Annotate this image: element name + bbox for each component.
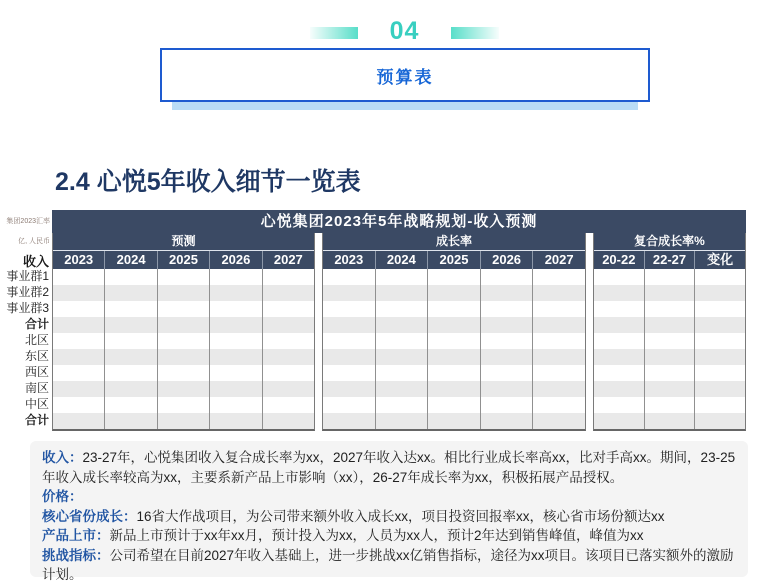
table-cell bbox=[53, 317, 105, 333]
section-number: 04 bbox=[389, 17, 420, 45]
table-cell bbox=[53, 413, 105, 429]
table-title: 心悦集团2023年5年战略规划-收入预测 bbox=[52, 210, 746, 233]
table-cell bbox=[533, 269, 585, 285]
table-row bbox=[53, 381, 314, 397]
table-cell bbox=[428, 285, 481, 301]
table-cell bbox=[645, 333, 696, 349]
table-cell bbox=[158, 285, 210, 301]
table-cell bbox=[695, 333, 745, 349]
table-cell bbox=[323, 381, 376, 397]
table-row bbox=[53, 301, 314, 317]
section-title-box bbox=[160, 48, 650, 102]
note-label: 价格： bbox=[42, 489, 83, 504]
decor-bar-right bbox=[451, 27, 499, 39]
table-cell bbox=[263, 381, 314, 397]
year-header-cell: 变化 bbox=[707, 252, 734, 267]
section-title: 预算表 bbox=[376, 67, 434, 87]
table-cell bbox=[323, 269, 376, 285]
table-cell bbox=[695, 285, 745, 301]
table-cell bbox=[105, 317, 157, 333]
table-cell bbox=[53, 381, 105, 397]
table-section-2 bbox=[322, 233, 586, 431]
table-row bbox=[323, 333, 585, 349]
table-row bbox=[323, 349, 585, 365]
table-cell bbox=[210, 381, 262, 397]
table-cell bbox=[645, 349, 696, 365]
table-cell bbox=[53, 349, 105, 365]
table-cell bbox=[53, 301, 105, 317]
note-label: 挑战指标： bbox=[42, 547, 110, 563]
table-cell bbox=[210, 413, 262, 429]
table-row bbox=[323, 381, 585, 397]
table-row bbox=[594, 413, 745, 429]
table-cell bbox=[376, 333, 429, 349]
table-cell bbox=[533, 413, 585, 429]
table-cell bbox=[105, 333, 157, 349]
table-cell bbox=[263, 397, 314, 413]
table-row bbox=[594, 317, 745, 333]
table-cell bbox=[210, 397, 262, 413]
year-header-row bbox=[323, 251, 585, 269]
table-cell bbox=[210, 301, 262, 317]
table-cell bbox=[263, 333, 314, 349]
table-cell bbox=[428, 317, 481, 333]
table-row bbox=[53, 365, 314, 381]
table-cell bbox=[376, 381, 429, 397]
table-row bbox=[594, 269, 745, 285]
notes-list bbox=[42, 448, 736, 582]
table-cell bbox=[210, 333, 262, 349]
note-text: 公司希望在目前2027年收入基础上，进一步挑战xx亿销售指标，途径为xx项目。该项目已落实额外的激励计划。 bbox=[42, 547, 734, 582]
table-cell bbox=[158, 317, 210, 333]
table-cell bbox=[428, 397, 481, 413]
table-row bbox=[53, 413, 314, 429]
table-cell bbox=[533, 365, 585, 381]
table-row bbox=[53, 285, 314, 301]
year-header-cell: 2027 bbox=[544, 252, 574, 267]
revenue-table bbox=[52, 210, 746, 431]
table-cell bbox=[105, 285, 157, 301]
table-cell bbox=[210, 269, 262, 285]
notes-panel bbox=[30, 441, 748, 582]
table-cell bbox=[695, 301, 745, 317]
table-cell bbox=[428, 333, 481, 349]
year-header-cell: 2024 bbox=[105, 251, 157, 269]
table-cell bbox=[53, 333, 105, 349]
row-label: 事业群1 bbox=[6, 269, 49, 283]
group-header: 复合成长率% bbox=[594, 233, 745, 251]
table-cell bbox=[594, 301, 645, 317]
table-row bbox=[323, 365, 585, 381]
row-label: 西区 bbox=[24, 365, 49, 379]
table-cell bbox=[376, 413, 429, 429]
table-cell bbox=[594, 333, 645, 349]
table-cell bbox=[158, 333, 210, 349]
table-cell bbox=[323, 365, 376, 381]
table-cell bbox=[428, 381, 481, 397]
table-row bbox=[323, 285, 585, 301]
table-cell bbox=[323, 413, 376, 429]
table-cell bbox=[481, 301, 534, 317]
table-cell bbox=[263, 413, 314, 429]
note-label: 收入： bbox=[42, 450, 83, 465]
table-cell bbox=[376, 317, 429, 333]
table-cell bbox=[481, 413, 534, 429]
table-cell bbox=[323, 301, 376, 317]
note-text: 新品上市预计于xx年xx月，预计投入为xx，人员为xx人，预计2年达到销售峰值，峰值为xx bbox=[109, 528, 644, 543]
table-cell bbox=[158, 381, 210, 397]
table-cell bbox=[210, 365, 262, 381]
table-row bbox=[594, 397, 745, 413]
table-cell bbox=[645, 381, 696, 397]
section-title-shadow bbox=[172, 102, 638, 110]
table-cell bbox=[263, 317, 314, 333]
table-cell bbox=[105, 413, 157, 429]
table-cell bbox=[105, 397, 157, 413]
table-cell bbox=[533, 349, 585, 365]
table-cell bbox=[695, 269, 745, 285]
year-header-row bbox=[594, 251, 745, 269]
row-label: 事业群3 bbox=[6, 301, 49, 315]
table-cell bbox=[376, 349, 429, 365]
table-row bbox=[323, 269, 585, 285]
table-cell bbox=[533, 285, 585, 301]
table-row bbox=[53, 317, 314, 333]
note-line bbox=[42, 526, 736, 546]
table-cell bbox=[481, 397, 534, 413]
table-cell bbox=[376, 301, 429, 317]
year-header-cell: 2024 bbox=[376, 251, 429, 269]
table-cell bbox=[376, 365, 429, 381]
table-cell bbox=[533, 301, 585, 317]
group-header: 预测 bbox=[53, 233, 314, 251]
note-label: 核心省份成长： bbox=[42, 508, 137, 524]
decor-bar-left bbox=[310, 27, 358, 39]
table-cell bbox=[53, 285, 105, 301]
table-cell bbox=[376, 285, 429, 301]
table-cell bbox=[695, 397, 745, 413]
table-cell bbox=[533, 397, 585, 413]
table-cell bbox=[645, 317, 696, 333]
year-header-cell: 2023 bbox=[53, 251, 105, 269]
table-cell bbox=[695, 365, 745, 381]
table-cell bbox=[594, 349, 645, 365]
table-row bbox=[53, 333, 314, 349]
table-cell bbox=[645, 365, 696, 381]
table-cell bbox=[158, 301, 210, 317]
table-cell bbox=[695, 349, 745, 365]
table-cell bbox=[53, 365, 105, 381]
table-row bbox=[594, 381, 745, 397]
table-cell bbox=[645, 397, 696, 413]
note-text: 16省大作战项目，为公司带来额外收入成长xx，项目投资回报率xx，核心省市场份额达xx bbox=[136, 508, 665, 524]
table-cell bbox=[481, 333, 534, 349]
year-header-cell: 2026 bbox=[481, 251, 534, 269]
note-label: 产品上市： bbox=[42, 528, 110, 543]
table-row bbox=[53, 269, 314, 285]
table-row bbox=[594, 333, 745, 349]
note-line bbox=[42, 487, 736, 507]
table-cell bbox=[105, 365, 157, 381]
table-cell bbox=[158, 365, 210, 381]
note-text: 23-27年，心悦集团收入复合成长率为xx，2027年收入达xx。相比行业成长率高xx，比对手高xx。期间，23-25年收入成长率较高为xx，主要系新产品上市影响（xx），26-27年成长率为xx，积极拓展产品授权。 bbox=[42, 450, 736, 485]
table-cell bbox=[594, 269, 645, 285]
table-cell bbox=[594, 413, 645, 429]
table-cell bbox=[158, 413, 210, 429]
table-cell bbox=[481, 349, 534, 365]
row-label: 南区 bbox=[24, 381, 49, 395]
row-label: 东区 bbox=[24, 349, 49, 363]
table-cell bbox=[323, 333, 376, 349]
table-cell bbox=[323, 397, 376, 413]
table-cell bbox=[323, 317, 376, 333]
table-cell bbox=[105, 301, 157, 317]
table-cell bbox=[210, 349, 262, 365]
table-cell bbox=[376, 269, 429, 285]
table-row bbox=[594, 301, 745, 317]
row-header-revenue: 收入 bbox=[22, 254, 49, 269]
table-cell bbox=[105, 381, 157, 397]
table-cell bbox=[428, 365, 481, 381]
year-header-cell: 22-27 bbox=[645, 251, 696, 269]
year-header-cell: 20-22 bbox=[594, 251, 645, 269]
year-header-cell: 2025 bbox=[158, 251, 210, 269]
table-cell bbox=[533, 381, 585, 397]
table-cell bbox=[158, 269, 210, 285]
table-cell bbox=[645, 301, 696, 317]
table-cell bbox=[594, 365, 645, 381]
year-header-cell: 2027 bbox=[273, 252, 303, 267]
table-row bbox=[53, 349, 314, 365]
table-cell bbox=[481, 269, 534, 285]
page-heading: 2.4 心悦5年收入细节一览表 bbox=[55, 168, 361, 196]
table-cell bbox=[481, 365, 534, 381]
table-cell bbox=[645, 413, 696, 429]
table-row bbox=[594, 365, 745, 381]
table-cell bbox=[428, 413, 481, 429]
table-cell bbox=[428, 349, 481, 365]
note-line bbox=[42, 448, 736, 487]
table-section-1 bbox=[52, 233, 315, 431]
table-corner-note: 集团2023汇率 bbox=[6, 218, 50, 225]
table-cell bbox=[53, 397, 105, 413]
table-cell bbox=[533, 333, 585, 349]
table-unit-note: 亿, 人民币 bbox=[18, 238, 50, 245]
table-row bbox=[594, 285, 745, 301]
table-cell bbox=[263, 349, 314, 365]
table-row bbox=[323, 397, 585, 413]
table-cell bbox=[263, 269, 314, 285]
table-row bbox=[53, 397, 314, 413]
table-cell bbox=[481, 285, 534, 301]
table-cell bbox=[533, 317, 585, 333]
table-row bbox=[323, 301, 585, 317]
year-header-row bbox=[53, 251, 314, 269]
table-cell bbox=[594, 397, 645, 413]
table-section-3 bbox=[593, 233, 746, 431]
row-label: 合计 bbox=[24, 413, 49, 427]
table-cell bbox=[428, 269, 481, 285]
group-header: 成长率 bbox=[323, 233, 585, 251]
table-cell bbox=[376, 397, 429, 413]
row-label: 北区 bbox=[24, 333, 49, 347]
table-cell bbox=[158, 397, 210, 413]
table-cell bbox=[695, 413, 745, 429]
note-line bbox=[42, 507, 736, 527]
table-cell bbox=[323, 285, 376, 301]
year-header-cell: 2026 bbox=[210, 251, 262, 269]
table-cell bbox=[323, 349, 376, 365]
row-label-column bbox=[0, 268, 49, 428]
table-cell bbox=[53, 269, 105, 285]
year-header-cell: 2023 bbox=[323, 251, 376, 269]
table-row bbox=[594, 349, 745, 365]
row-label: 中区 bbox=[24, 397, 49, 411]
table-row bbox=[323, 317, 585, 333]
table-cell bbox=[695, 317, 745, 333]
year-header-cell: 2025 bbox=[428, 251, 481, 269]
table-cell bbox=[594, 381, 645, 397]
row-label: 事业群2 bbox=[6, 285, 49, 299]
table-cell bbox=[263, 301, 314, 317]
table-row bbox=[323, 413, 585, 429]
table-cell bbox=[158, 349, 210, 365]
table-cell bbox=[594, 285, 645, 301]
table-cell bbox=[263, 365, 314, 381]
note-line bbox=[42, 546, 736, 582]
table-cell bbox=[645, 269, 696, 285]
table-cell bbox=[428, 301, 481, 317]
table-sections bbox=[52, 233, 746, 431]
table-cell bbox=[105, 349, 157, 365]
table-cell bbox=[210, 285, 262, 301]
row-label: 合计 bbox=[24, 317, 49, 331]
table-cell bbox=[645, 285, 696, 301]
table-cell bbox=[481, 381, 534, 397]
table-cell bbox=[263, 285, 314, 301]
table-cell bbox=[105, 269, 157, 285]
table-cell bbox=[594, 317, 645, 333]
table-cell bbox=[695, 381, 745, 397]
table-cell bbox=[210, 317, 262, 333]
table-cell bbox=[481, 317, 534, 333]
